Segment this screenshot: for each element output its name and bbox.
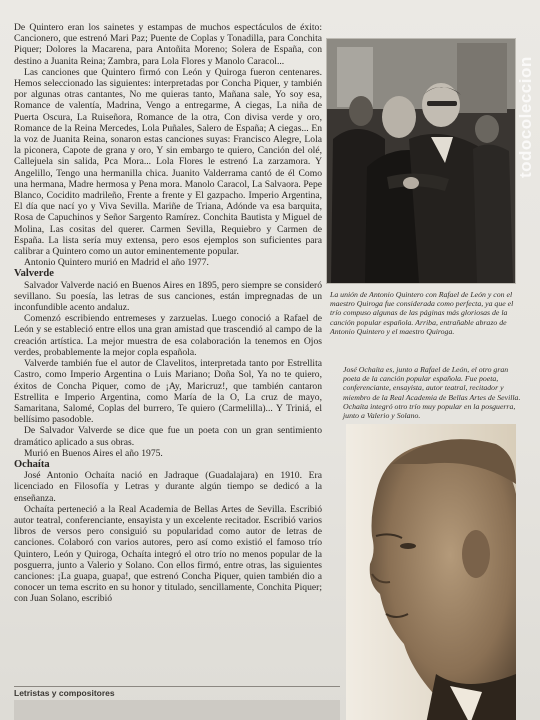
valverde-paragraph-3: Valverde también fue el autor de Clavelitos, interpretada tanto por Estrellita Castro, como Imperio Argentina o Luis Mariano; Doña Sol, Ya no te quiero, éxitos de Concha Piquer, como de ¡Ay, Maricruz!, que también cantaron Estrellita e Imperio Argentina, como María de la O, La cruz de mayo, Samaritana, Salomé, Coplas del burrero, Te quiero (Carmelilla)... Y Triniá, el bellísimo pasodoble. — [14, 358, 322, 426]
valverde-paragraph-4: De Salvador Valverde se dice que fue un poeta con un gran sentimiento dramático aplicado a sus obras. — [14, 425, 322, 448]
photo-quintero-quiroga-embrace — [326, 38, 516, 284]
photo-quintero-quiroga-illustration — [327, 39, 515, 283]
text-column — [14, 22, 322, 605]
valverde-paragraph-5: Murió en Buenos Aires el año 1975. — [24, 447, 163, 459]
section-title-ochaita: Ochaíta — [14, 458, 50, 470]
photo-ochaita-illustration — [346, 424, 516, 720]
intro-paragraph-1: De Quintero eran los sainetes y estampas de muchos espectáculos de éxito: Cancionero, que estrenó Mari Paz; Puente de Coplas y Tonadilla, para Conchita Piquer; Dolores la Macarena, para Antoñita Moreno; Solera de España, con destino a Juanita Reina; Zambra, para Lola Flores y Manolo Caracol... — [14, 22, 322, 67]
running-footer: Letristas y compositores — [14, 686, 340, 700]
caption-photo-2: José Ochaíta es, junto a Rafael de León, el otro gran poeta de la canción popular española. Fue poeta, conferenciante, ensayista, autor teatral, recitador y miembro de la Real Academia de Bellas Artes de Sevilla. Ochaíta integró otro trío muy popular en la posguerra, junto a Valerio y Solano. — [343, 365, 521, 421]
ochaita-paragraph-2: Ochaíta perteneció a la Real Academia de Bellas Artes de Sevilla. Escribió autor teatral, conferenciante, ensayista y un excelente recitador. Escribió varios libros de versos pero consiguió su popularidad como autor de letras de canciones. Colaboró con varios autores, pero así como existió el famoso trío Quintero, León y Quiroga, Ochaíta integró el otro trío no menos popular de la posguerra, junto a Valerio y Solano. Con ellos firmó, entre otras, las siguientes canciones: ¡La guapa, guapa!, que estrenó Concha Piquer, quien también dio a conocer un tema escrito en su honor y titulado, sencillamente, Conchita Piquer; con Juan Solano, escribió — [14, 503, 322, 605]
valverde-paragraph-1: Salvador Valverde nació en Buenos Aires en 1895, pero siempre se consideró sevillano. Su poesía, las letras de sus canciones, están impregnadas de un inconfundible acento andaluz. — [14, 279, 322, 314]
caption-photo-1: La unión de Antonio Quintero con Rafael de León y con el maestro Quiroga fue considerada como perfecta, ya que el trío compuso algunas de las páginas más gloriosas de la canción popular española. Arriba, entrañable abrazo de Antonio Quintero y el maestro Quiroga. — [330, 290, 514, 336]
intro-paragraph-2: Las canciones que Quintero firmó con León y Quiroga fueron centenares. Hemos seleccionado las siguientes: interpretadas por Concha Piquer, y también por algunas otras cantantes, No me quieras tanto, Mañana sale, Yo soy esa, Romance de valentía, Madrina, Vengo a entregarme, A ciegas, La niña de Puerta Oscura, La Ruiseñora, Romance de la otra, Con divisa verde y oro, Romance de la Reina Mercedes, Lola Puñales, Salero de España; A ciegas... En la voz de Juanita Reina, sonaron estas canciones suyas: Francisco Alegre, Lola la piconera, Capote de grana y oro, Y sin embargo te quiero, Canción del olé, Callejuela sin salida, Pca Mora... Lola Flores le estrenó La zarzamora. Y Angelillo, Tengo una hermanilla chica. Juanito Valderrama cantó de él Como una hermana, Madre hermosa y Pena mora. Manolo Caracol, La Salvaora. Pepe Blanco, Cocidito madrileño, Frente a frente y El gazpacho. Imperio Argentina, El día que nací yo y Viva Sevilla. Mariñe de Triana, Adónde va esa barquita, Rosa de Capuchinos y Señor Sargento Ramírez. Conchita Bautista y Miguel de Molina, Las cositas del querer. Carmen Sevilla, Requiebro y Carmen de España. La lista sería muy extensa, pero esos ejemplos son suficientes para calibrar a Quintero como un autor eminentemente popular. — [14, 66, 322, 258]
watermark-text: todocoleccion — [516, 56, 535, 178]
section-title-valverde: Valverde — [14, 268, 54, 280]
footer-band — [14, 700, 340, 720]
valverde-paragraph-2: Comenzó escribiendo entremeses y zarzuelas. Luego conoció a Rafael de León y se estableció entre ellos una gran amistad que trascendió al campo de la creación artística. La mejor muestra de esa colaboración la tenemos en Ojos verdes, probablemente la mejor copla española. — [14, 313, 322, 358]
photo-ochaita-portrait — [346, 424, 516, 720]
ochaita-paragraph-1: José Antonio Ochaíta nació en Jadraque (Guadalajara) en 1910. Era licenciado en Filosofía y Letras y durante algún tiempo se dedicó a la enseñanza. — [14, 470, 322, 504]
intro-paragraph-3: Antonio Quintero murió en Madrid el año 1977. — [24, 257, 209, 269]
